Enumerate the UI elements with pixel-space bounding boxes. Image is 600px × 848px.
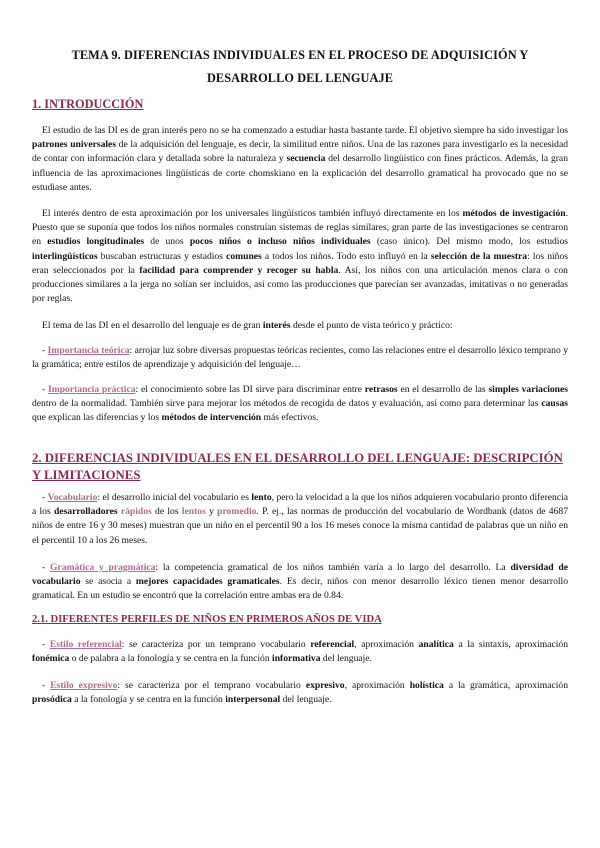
estilo-referencial-item: - Estilo referencial: se caracteriza por un temprano vocabulario referencial, aproximación analítica a la sintaxis, aproximación fonémica o de palabra a la fonología y se centra en la función informativa del lenguaje. [32,639,568,665]
importancia-teorica-item: - Importancia teórica: arrojar luz sobre diversas propuestas teóricas recientes, como las relaciones entre el desarrollo léxico temprano y la gramática; entre estilos de aprendizaje y adquisición del lenguaje… [32,345,568,371]
intro-paragraph-3: El tema de las DI en el desarrollo del lenguaje es de gran interés desde el punto de vista teórico y práctico: [42,320,453,331]
vocabulario-item: - Vocabulario: el desarrollo inicial del vocabulario es lento, pero la velocidad a la que los niños adquieren vocabulario pronto diferencia a los desarrolladores rápidos de los lentos y promedio. P. ej., las normas de producción del vocabulario de Wordbank (datos de 4687 niños de entre 16 y 30 meses) muestran que un niño en el percentil 90 a los 16 meses conoce la misma cantidad de palabras que un niño en el percentil 10 a los 26 meses. [32,492,569,546]
estilo-expresivo-item: - Estilo expresivo: se caracteriza por el temprano vocabulario expresivo, aproximación holística a la gramática, aproximación prosódica a la fonología y se centra en la función interpersonal del lenguaje. [32,680,568,706]
page-title [40,44,560,90]
gramatica-pragmatica-item: - Gramática y pragmática: la competencia gramatical de los niños también varía a lo largo del desarrollo. La diversidad de vocabulario se asocia a mejores capacidades gramaticales. Es decir, niños con menor desarrollo léxico tienen menor desarrollo gramatical. En un estudio se encontró que la correlación entre ambas era de 0.84. [32,562,568,602]
estilo-referencial-label: Estilo referencial [49,639,122,650]
intro-paragraph-2: El interés dentro de esta aproximación por los universales lingüísticos también influyó directamente en los métodos de investigación. Puesto que se suponía que todos los niños normales construían sistemas de reglas similares, gran parte de las investigaciones se centraron en estudios longitudinales de unos pocos niños o incluso niños individuales (caso único). Del mismo modo, los estudios interlingüísticos buscaban estructuras y estadios comunes a todos los niños. Todo esto influyó en la selección de la muestra: los niños eran seleccionados por la facilidad para comprender y recoger su habla. Así, los niños con una articulación menos clara o con producciones similares a la jerga no solían ser incluidos, así como las producciones que parecían ser avanzadas, imitativas o no generadas por reglas. [32,208,568,305]
section-1-heading [32,97,568,112]
intro-paragraph-1: El estudio de las DI es de gran interés pero no se ha comenzado a estudiar hasta bastante tarde. El objetivo siempre ha sido investigar los patrones universales de la adquisición del lenguaje, es decir, la similitud entre niños. Una de las razones para investigarlo es la necesidad de contar con información clara y detallada sobre la naturaleza y secuencia del desarrollo lingüístico con fines prácticos. Además, la gran influencia de las aproximaciones lingüísticas de corte chomskiano en la explicación del desarrollo gramatical ha provocado que no se estudiase antes. [32,125,568,193]
vocabulario-label: Vocabulario [47,492,98,503]
importancia-practica-item: - Importancia práctica: el conocimiento sobre las DI sirve para discriminar entre retrasos en el desarrollo de las simples variaciones dentro de la normalidad. También sirve para mejorar los métodos de recogida de datos y evaluación, así como para determinar las causas que explican las diferencias y los métodos de intervención más efectivos. [32,384,568,424]
heading-diferencias-individuales: 2. DIFERENCIAS INDIVIDUALES EN EL DESARROLLO DEL LENGUAJE: DESCRIPCIÓN Y LIMITACIONES [32,451,563,482]
importancia-teorica-label: Importancia teórica [47,345,130,356]
heading-introduccion: 1. INTRODUCCIÓN [32,97,144,111]
importancia-practica-label: Importancia práctica [47,384,136,395]
heading-perfiles-ninos: 2.1. DIFERENTES PERFILES DE NIÑOS EN PRIMEROS AÑOS DE VIDA [32,614,382,625]
section-2-1-heading [32,614,568,625]
title-line-1: TEMA 9. DIFERENCIAS INDIVIDUALES EN EL PROCESO DE ADQUISICIÓN Y [71,48,529,62]
title-line-2: DESARROLLO DEL LENGUAJE [206,71,394,85]
section-2-heading [32,450,568,484]
estilo-expresivo-label: Estilo expresivo [50,680,118,691]
gramatica-pragmatica-label: Gramática y pragmática [49,562,156,573]
